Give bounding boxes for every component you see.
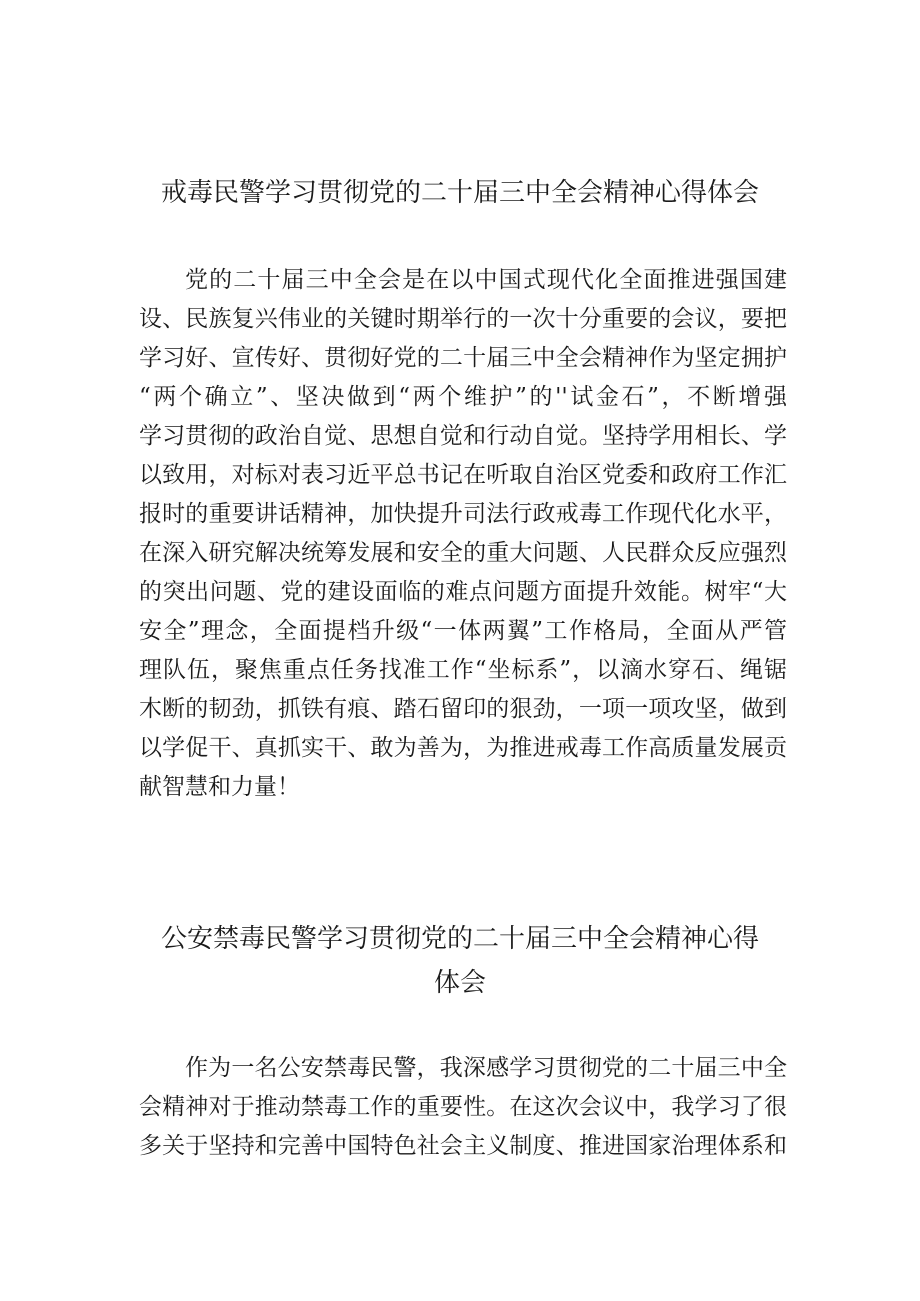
paragraph-line: 报时的重要讲话精神，加快提升司法行政戒毒工作现代化水平， [139,501,787,527]
paragraph-line: 会精神对于推动禁毒工作的重要性。在这次会议中，我学习了很 [139,1094,787,1120]
section-2-title [130,917,790,1005]
paragraph-line: 木断的韧劲，抓铁有痕、踏石留印的狠劲，一项一项攻坚，做到 [139,696,787,722]
section-2-title-line-1: 公安禁毒民警学习贯彻党的二十届三中全会精神心得 [160,924,759,954]
paragraph-line: 理队伍，聚焦重点任务找准工作“坐标系”，以滴水穿石、绳锯 [139,657,787,683]
paragraph-line: 学习贯彻的政治自觉、思想自觉和行动自觉。坚持学用相长、学 [139,423,787,449]
paragraph-line: 的突出问题、党的建设面临的难点问题方面提升效能。树牢“大 [139,579,787,605]
paragraph-line: 作为一名公安禁毒民警，我深感学习贯彻党的二十届三中全 [185,1055,787,1081]
paragraph-line: 以致用，对标对表习近平总书记在听取自治区党委和政府工作汇 [139,462,787,488]
paragraph-line: 安全”理念，全面提档升级“一体两翼”工作格局，全面从严管 [139,618,787,644]
paragraph-line: 以学促干、真抓实干、敢为善为，为推进戒毒工作高质量发展贡 [139,735,787,761]
paragraph-line: 党的二十届三中全会是在以中国式现代化全面推进强国建 [185,267,787,293]
paragraph-line: 设、民族复兴伟业的关键时期举行的一次十分重要的会议，要把 [139,306,787,332]
paragraph-line: “两个确立”、坚决做到“两个维护”的''试金石”，不断增强 [139,384,787,410]
section-1-title: 戒毒民警学习贯彻党的二十届三中全会精神心得体会 [160,178,759,208]
section-2-title-line-2: 体会 [433,968,486,998]
paragraph-line: 在深入研究解决统筹发展和安全的重大问题、人民群众反应强烈 [139,540,787,566]
paragraph-line: 多关于坚持和完善中国特色社会主义制度、推进国家治理体系和 [139,1133,787,1159]
section-1-paragraph [139,261,787,807]
paragraph-line: 献智慧和力量！ [139,774,300,800]
paragraph-line: 学习好、宣传好、贯彻好党的二十届三中全会精神作为坚定拥护 [139,345,787,371]
section-2-paragraph [139,1049,787,1166]
